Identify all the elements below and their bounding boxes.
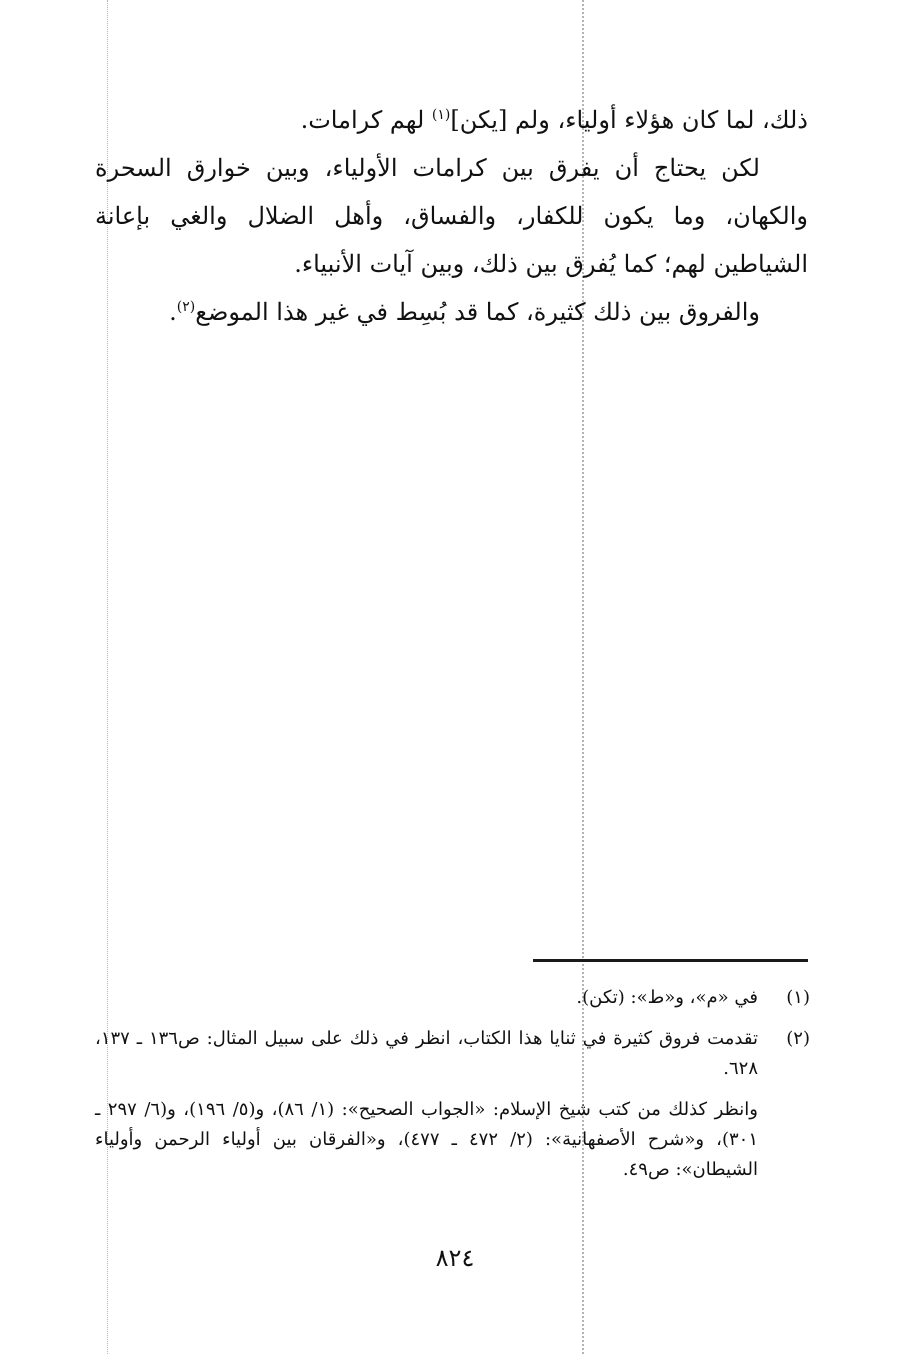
footnote-ref-1[interactable]: (١) — [431, 107, 451, 123]
main-text — [95, 96, 808, 336]
footnote-separator — [533, 959, 808, 962]
footnote-2 — [95, 1024, 810, 1084]
paragraph-3-text-a: والفروق بين ذلك كثيرة، كما قد بُسِط في غير هذا الموضع — [195, 298, 760, 326]
paragraph-1-text-b: لهم كرامات. — [300, 106, 432, 134]
footnote-number: (١) — [786, 987, 810, 1008]
paragraph-1 — [95, 96, 808, 144]
footnotes — [95, 983, 810, 1185]
footnote-1 — [95, 983, 810, 1013]
paragraph-2: لكن يحتاج أن يفرق بين كرامات الأولياء، وبين خوارق السحرة والكهان، وما يكون للكفار، والفساق، وأهل الضلال والغي بإعانة الشياطين لهم؛ كما يُفرق بين ذلك، وبين آيات الأنبياء. — [95, 154, 808, 278]
footnote-text: تقدمت فروق كثيرة في ثنايا هذا الكتاب، انظر في ذلك على سبيل المثال: ص١٣٦ ـ ١٣٧، ٦٢٨. — [95, 1028, 758, 1079]
paragraph-3 — [95, 288, 808, 336]
footnote-number: (٢) — [786, 1028, 810, 1049]
page-number: ٨٢٤ — [435, 1244, 475, 1272]
footnote-text: في «م»، و«ط»: (تكن). — [576, 987, 758, 1008]
footnote-ref-2[interactable]: (٢) — [176, 299, 196, 315]
paragraph-3-text-b: . — [169, 298, 177, 326]
footnote-2-continuation: وانظر كذلك من كتب شيخ الإسلام: «الجواب الصحيح»: (١/ ٨٦)، و(٥/ ١٩٦)، و(٦/ ٢٩٧ ـ ٣٠١)، و«شرح الأصفهانية»: (٢/ ٤٧٢ ـ ٤٧٧)، و«الفرقان بين أولياء الرحمن وأولياء الشيطان»: ص٤٩. — [95, 1099, 759, 1180]
paragraph-1-text-a: ذلك، لما كان هؤلاء أولياء، ولم [يكن] — [450, 106, 808, 134]
